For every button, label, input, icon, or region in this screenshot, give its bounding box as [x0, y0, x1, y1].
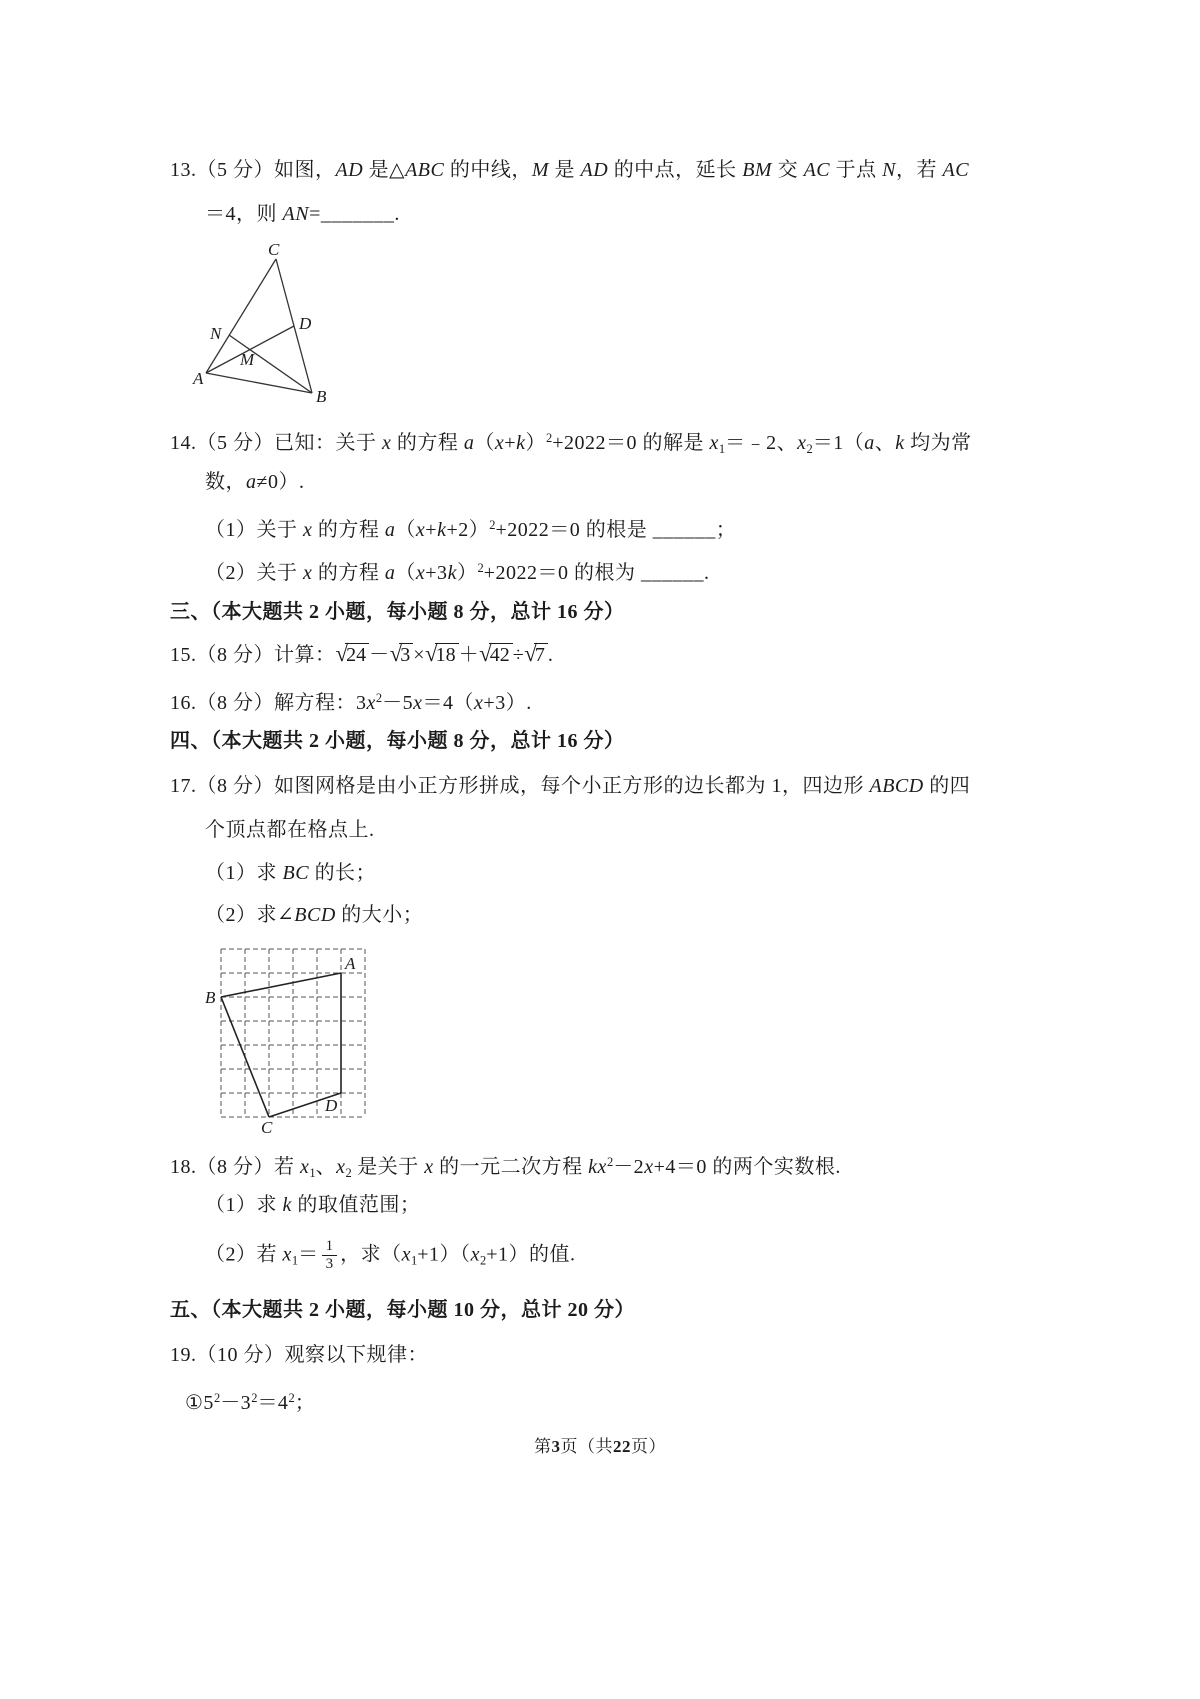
- triangle-label-n: N: [210, 324, 222, 343]
- triangle-label-d: D: [299, 314, 312, 333]
- question-17-grid-figure: [203, 935, 385, 1137]
- grid-label-d: D: [325, 1096, 338, 1115]
- question-13-triangle-figure: [192, 243, 342, 411]
- triangle-label-b: B: [316, 387, 327, 406]
- question-18-line-1: 18.（8 分）若 $x_1$、$x_2$ 是关于 x 的一元二次方程 $kx^2-2x+4=0$ 的两个实数根.: [170, 1155, 841, 1180]
- question-13-line-1: 13.（5 分）如图，AD 是△ABC 的中线，M 是 AD 的中点，延长 BM 交 AC 于点 N，若 AC: [170, 159, 970, 181]
- question-14-item-2: （2）关于 x 的方程 $a(x+3k)^2+2022=0$ 的根为 ______.: [205, 561, 710, 584]
- triangle-label-m: M: [240, 350, 255, 369]
- question-16-line-1: 16.（8 分）解方程：$3x^2-5x=4(x+3)$.: [170, 691, 532, 714]
- question-17-line-1: 17.（8 分）如图网格是由小正方形拼成，每个小正方形的边长都为 1，四边形 ABCD 的四: [170, 775, 971, 797]
- question-14-item-1: （1）关于 x 的方程 $a(x+k+2)^2+2022=0$ 的根是 ______；: [205, 518, 737, 541]
- section-5-heading: 五、（本大题共 2 小题，每小题 10 分，总计 20 分）: [170, 1299, 635, 1321]
- question-17-item-1: （1）求 BC 的长；: [205, 862, 377, 884]
- question-14-line-1: 14.（5 分）已知：关于 x 的方程 $a(x+k)^2+2022=0$ 的解是 $x_1=﹣2$、$x_2=1(a$、k 均为常: [170, 431, 972, 456]
- question-17-item-2: （2）求∠BCD 的大小；: [205, 904, 424, 926]
- question-17-line-2: 个顶点都在格点上.: [205, 819, 375, 841]
- grid-label-a: A: [345, 954, 356, 973]
- triangle-label-c: C: [268, 243, 280, 259]
- section-4-heading: 四、（本大题共 2 小题，每小题 8 分，总计 16 分）: [170, 730, 625, 752]
- grid-label-b: B: [205, 988, 216, 1007]
- page-footer: 第3页（共22页）: [534, 1437, 666, 1456]
- triangle-label-a: A: [193, 369, 204, 388]
- question-19-line-1: 19.（10 分）观察以下规律：: [170, 1344, 428, 1366]
- question-13-line-2: ＝4，则 AN=_______.: [205, 203, 400, 225]
- question-14-line-2: 数，a≠0）.: [205, 471, 305, 493]
- section-3-heading: 三、（本大题共 2 小题，每小题 8 分，总计 16 分）: [170, 601, 625, 623]
- question-18-item-2: （2）若 $x_1=$ $\frac{1}{3}$ ，求$(x_1+1)(x_2+1)$的值.: [205, 1238, 576, 1273]
- question-19-item-1: $①5^2-3^2=4^2$；: [185, 1391, 316, 1414]
- question-18-item-1: （1）求 k 的取值范围；: [205, 1194, 421, 1216]
- question-15-line-1: 15.（8 分）计算：√24 －√3 ×√18 ＋√42 ÷√7 .: [170, 641, 554, 666]
- grid-label-c: C: [261, 1118, 273, 1137]
